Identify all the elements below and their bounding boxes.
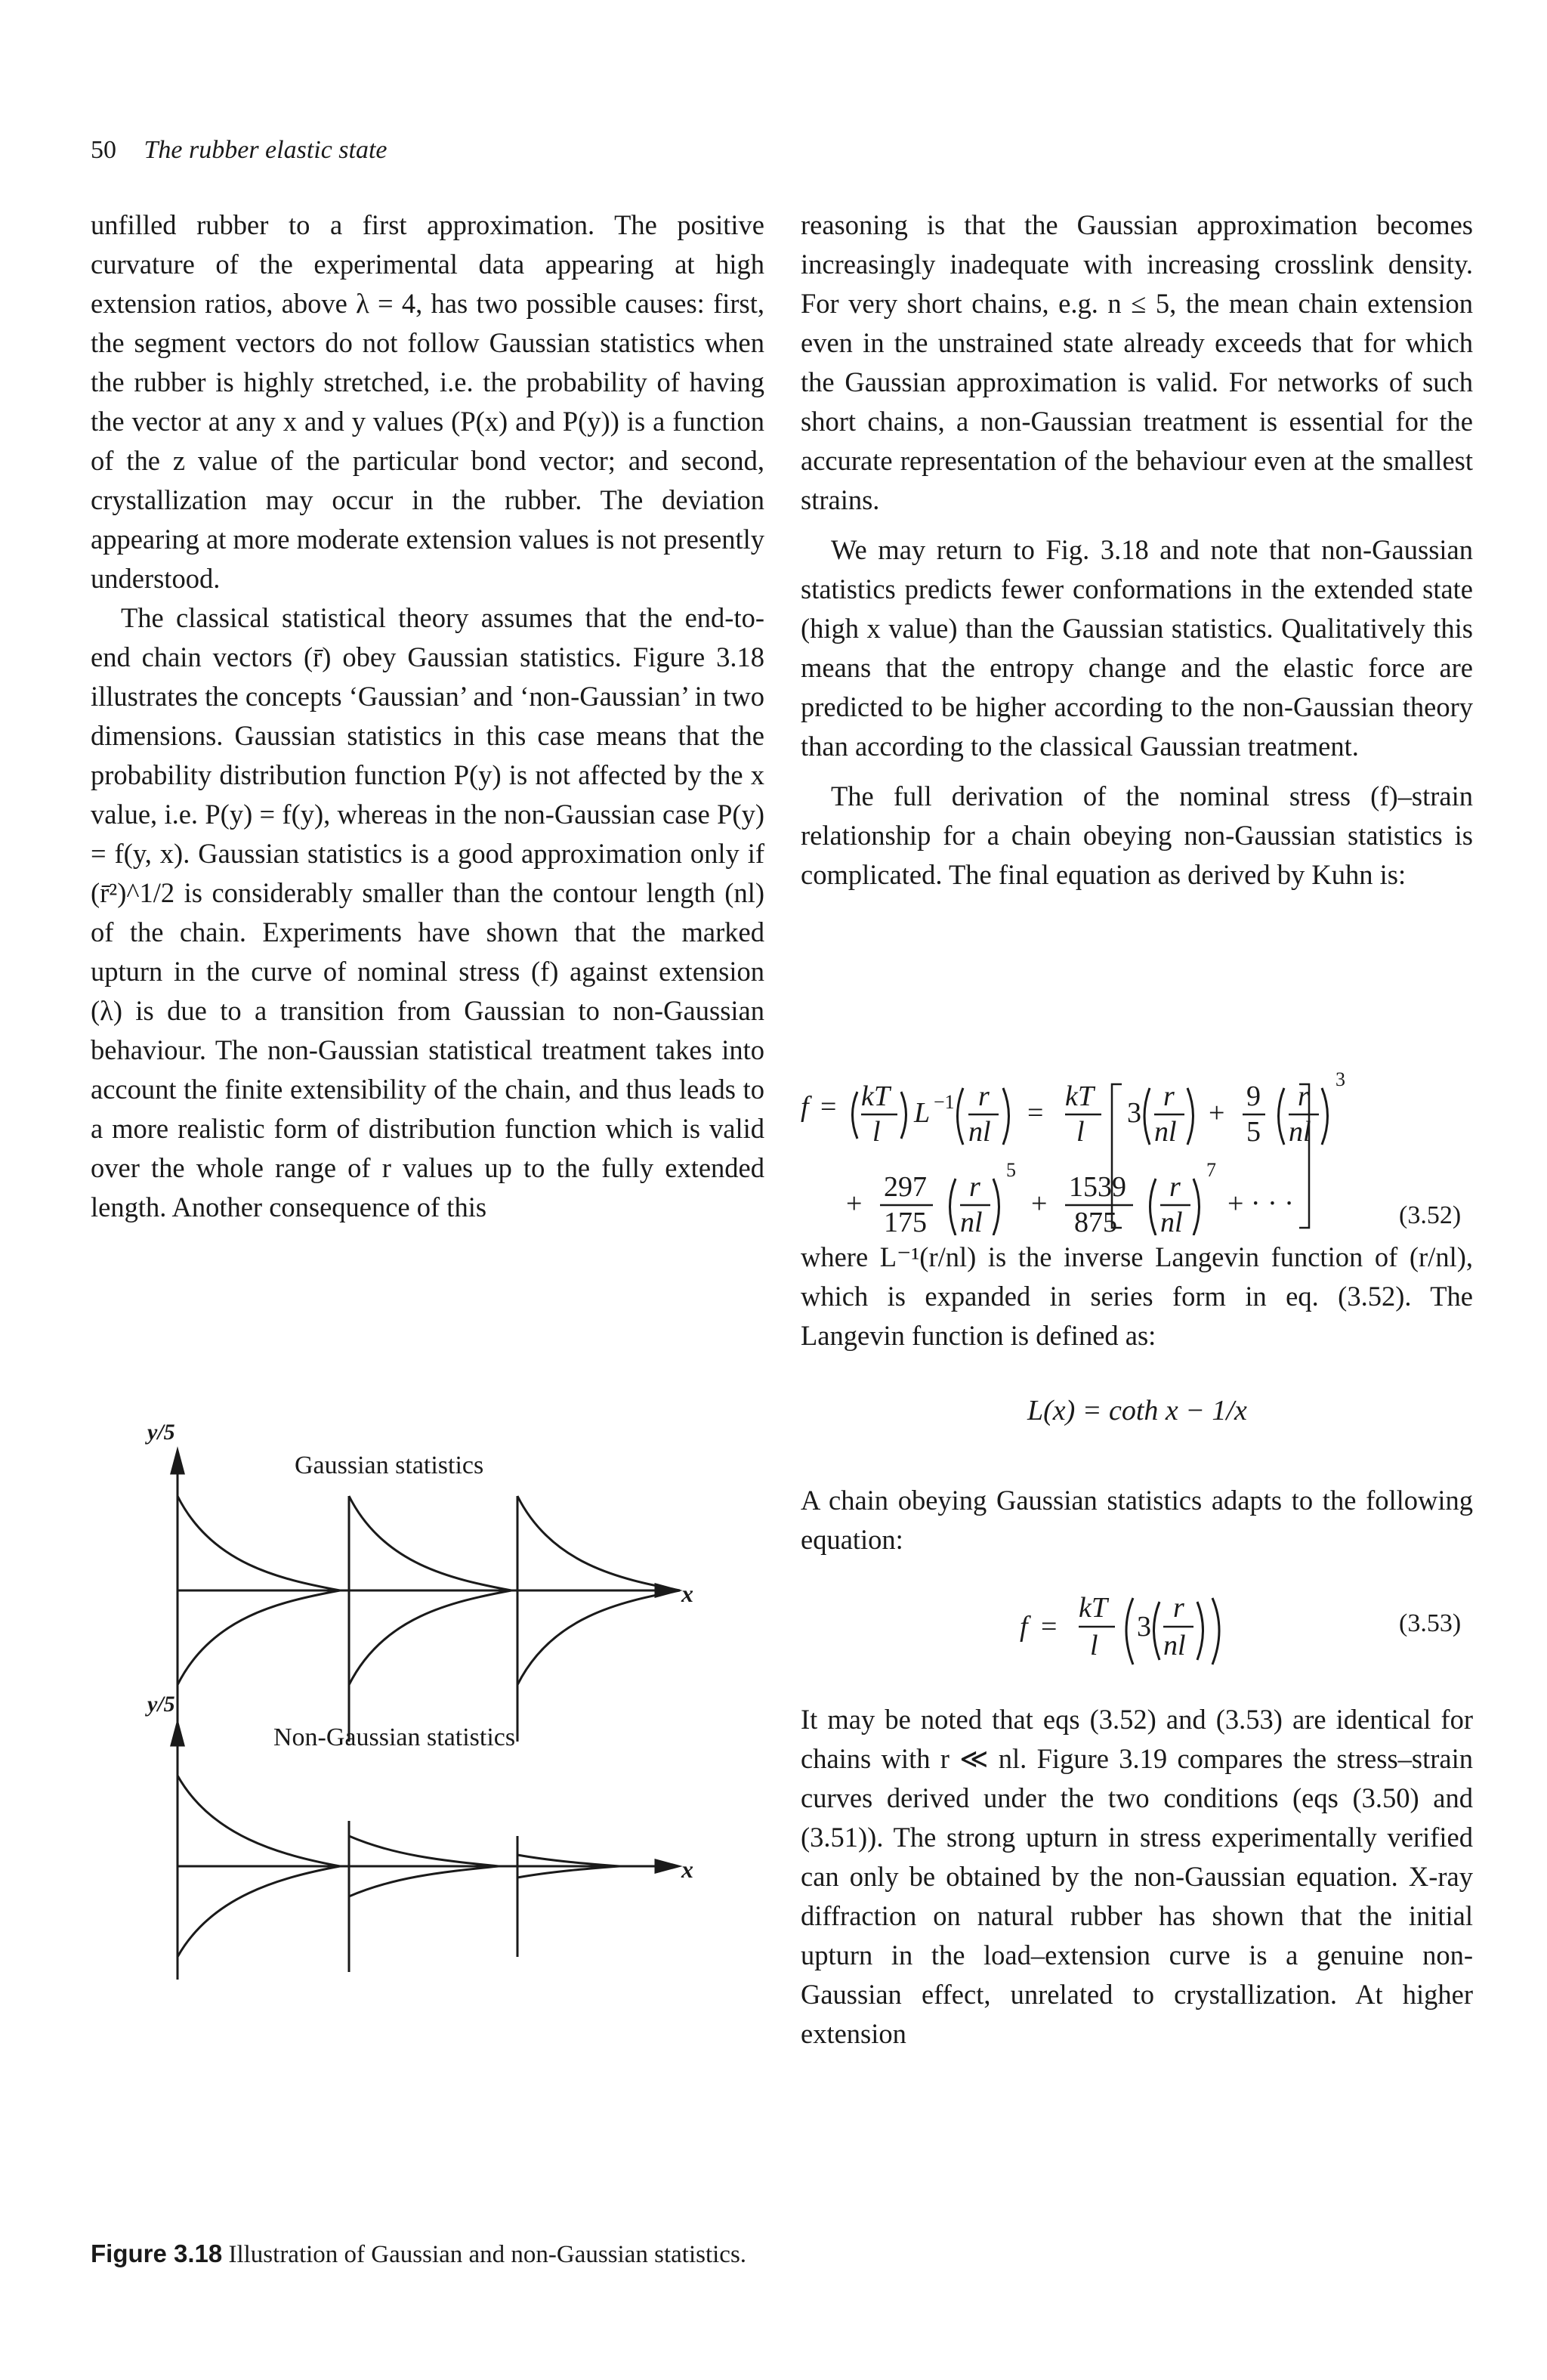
running-title: The rubber elastic state	[144, 136, 388, 164]
page-number: 50	[91, 136, 116, 164]
svg-text:nl: nl	[1163, 1630, 1186, 1661]
svg-text:5: 5	[1246, 1116, 1261, 1148]
right-column-continued-3	[801, 1700, 1473, 2054]
top-y-axis-label: y/5	[147, 1420, 175, 1445]
svg-text:r: r	[1163, 1080, 1175, 1112]
right-paragraph-2: We may return to Fig. 3.18 and note that non-Gaussian statistics predicts fewer conformations in the extended state (high x value) than the Gaussian statistics. Qualitatively this means that the entropy change and the elastic force are predicted to be higher according to the non-Gaussian theory than according to the classical Gaussian treatment.	[801, 534, 1473, 762]
svg-text:l: l	[1076, 1116, 1085, 1148]
right-paragraph-4: where L⁻¹(r/nl) is the inverse Langevin function of (r/nl), which is expanded in series form in eq. (3.52). The Langevin function is defined as:	[801, 1241, 1473, 1351]
svg-text:=: =	[820, 1091, 837, 1123]
figure-3-18	[91, 1398, 770, 2380]
svg-text:r: r	[1169, 1171, 1181, 1203]
bottom-y-axis-label: y/5	[147, 1692, 175, 1717]
svg-text:nl: nl	[968, 1116, 991, 1148]
top-y-arrow-icon	[171, 1451, 184, 1473]
svg-text:nl: nl	[1160, 1207, 1183, 1235]
svg-text:+: +	[1209, 1097, 1225, 1129]
equation-3-52	[801, 1046, 1481, 1235]
gaussian-statistics-label: Gaussian statistics	[295, 1451, 484, 1479]
svg-text:3: 3	[1335, 1068, 1345, 1090]
equation-3-53	[1020, 1575, 1292, 1674]
equation-langevin: L(x) = coth x − 1/x	[1027, 1395, 1247, 1426]
svg-text:L: L	[914, 1097, 931, 1129]
svg-text:=: =	[1041, 1611, 1058, 1643]
svg-text:875: 875	[1074, 1207, 1117, 1235]
svg-text:−1: −1	[934, 1091, 955, 1113]
left-column	[91, 206, 764, 1227]
right-column-continued	[801, 1238, 1473, 1355]
svg-text:r: r	[1173, 1592, 1184, 1624]
svg-text:kT: kT	[1065, 1080, 1094, 1112]
svg-text:r: r	[1298, 1080, 1309, 1112]
figure-caption	[91, 2236, 770, 2272]
right-paragraph-6: It may be noted that eqs (3.52) and (3.53) are identical for chains with r ≪ nl. Figure 3.19 compares the stress–strain curves derived under the two conditions (eqs (3.50) and (3.51)). The strong upturn in stress experimentally verified can only be obtained by the non-Gaussian equation. X-ray diffraction on natural rubber has shown that the initial upturn in the load–extension curve is a genuine non-Gaussian effect, unrelated to crystallization. At higher extension	[801, 1704, 1473, 2049]
caption-text: Illustration of Gaussian and non-Gaussian statistics.	[228, 2241, 747, 2268]
svg-text:+: +	[846, 1188, 863, 1219]
svg-text:=: =	[1027, 1097, 1044, 1129]
svg-text:f: f	[1020, 1611, 1028, 1643]
non-gaussian-statistics-label: Non-Gaussian statistics	[273, 1723, 516, 1751]
svg-text:1539: 1539	[1069, 1171, 1126, 1203]
svg-text:nl: nl	[1289, 1116, 1311, 1148]
svg-text:r: r	[969, 1171, 980, 1203]
svg-text:9: 9	[1246, 1080, 1261, 1112]
equation-number-3-52: (3.52)	[1399, 1201, 1462, 1229]
svg-text:297: 297	[884, 1171, 927, 1203]
svg-text:nl: nl	[1154, 1116, 1177, 1148]
svg-text:f: f	[801, 1091, 809, 1123]
bottom-x-axis-label: x	[681, 1856, 693, 1883]
equation-number-3-53: (3.53)	[1399, 1609, 1462, 1637]
caption-label: Figure 3.18	[91, 2239, 223, 2267]
svg-text:kT: kT	[1079, 1592, 1107, 1624]
right-column	[801, 206, 1473, 895]
running-header	[91, 136, 388, 165]
svg-text:+ · · ·: + · · ·	[1227, 1188, 1294, 1219]
svg-text:l: l	[1090, 1630, 1098, 1661]
svg-text:5: 5	[1006, 1159, 1016, 1181]
svg-text:l: l	[872, 1116, 881, 1148]
left-paragraph-1: unfilled rubber to a first approximation. The positive curvature of the experimental data appearing at high extension ratios, above λ = 4, has two possible causes: first, the segment vectors do not follow Gaussian statistics when the rubber is highly stretched, i.e. the probability of having the vector at any x and y values (P(x) and P(y)) is a function of the z value of the particular bond vector; and second, crystallization may occur in the rubber. The deviation appearing at more moderate extension values is not presently understood.	[91, 209, 764, 594]
svg-text:kT: kT	[861, 1080, 890, 1112]
top-x-axis-label: x	[681, 1580, 693, 1607]
svg-text:+: +	[1031, 1188, 1048, 1219]
svg-text:nl: nl	[960, 1207, 983, 1235]
bottom-x-arrow-icon	[656, 1860, 678, 1872]
svg-text:3: 3	[1137, 1611, 1151, 1643]
svg-text:r: r	[978, 1080, 990, 1112]
svg-text:7: 7	[1206, 1159, 1216, 1181]
left-paragraph-2: The classical statistical theory assumes that the end-to-end chain vectors (r̄) obey Gaussian statistics. Figure 3.18 illustrates the concepts ‘Gaussian’ and ‘non-Gaussian’ in two dimensions. Gaussian statistics in this case means that the probability distribution function P(y) is not affected by the x value, i.e. P(y) = f(y), whereas in the non-Gaussian case P(y) = f(y, x). Gaussian statistics is a good approximation only if (r̄²)^1/2 is considerably smaller than the contour length (nl) of the chain. Experiments have shown that the marked upturn in the curve of nominal stress (f) against extension (λ) is due to a transition from Gaussian to non-Gaussian behaviour. The non-Gaussian statistical treatment takes into account the finite extensibility of the chain, and thus leads to a more realistic form of distribution function which is valid over the whole range of r values up to the fully extended length. Another consequence of this	[91, 602, 764, 1222]
right-paragraph-1: reasoning is that the Gaussian approximation becomes increasingly inadequate with increasing crosslink density. For very short chains, e.g. n ≤ 5, the mean chain extension even in the unstrained state already exceeds that for which the Gaussian approximation is valid. For networks of such short chains, a non-Gaussian treatment is essential for the accurate representation of the behaviour even at the smallest strains.	[801, 209, 1473, 515]
right-column-continued-2	[801, 1481, 1473, 1559]
svg-text:175: 175	[884, 1207, 927, 1235]
right-paragraph-3: The full derivation of the nominal stress (f)–strain relationship for a chain obeying non-Gaussian statistics is complicated. The final equation as derived by Kuhn is:	[801, 780, 1473, 890]
bottom-y-arrow-icon	[171, 1723, 184, 1745]
right-paragraph-5: A chain obeying Gaussian statistics adapts to the following equation:	[801, 1485, 1473, 1555]
svg-text:3: 3	[1127, 1097, 1141, 1129]
